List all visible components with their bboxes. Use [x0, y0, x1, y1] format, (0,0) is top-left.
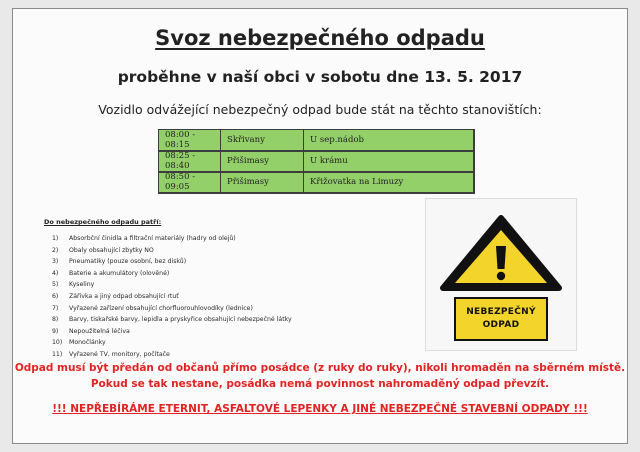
- schedule-row: [159, 151, 474, 172]
- schedule-time: 08:50 - 09:05: [159, 172, 221, 193]
- schedule-row: [159, 172, 474, 193]
- list-item: [52, 349, 292, 361]
- list-item-number: 1): [52, 235, 59, 242]
- schedule-village: Skřivany: [221, 130, 304, 151]
- schedule-time: 08:25 - 08:40: [159, 151, 221, 172]
- hazard-label-line2: ODPAD: [482, 320, 520, 330]
- list-item-text: Vyřazené TV, monitory, počítače: [69, 350, 170, 358]
- list-item-number: 7): [52, 304, 59, 312]
- schedule-location: Křižovatka na Limuzy: [304, 172, 474, 193]
- list-item: [52, 314, 292, 326]
- date-subtitle: proběhne v naší obci v sobotu dne 13. 5. 2017: [117, 68, 523, 86]
- list-item: [52, 233, 292, 245]
- list-item-text: Vyřazené zařízení obsahující chorfluorouhlovodíky (lednice): [69, 304, 253, 312]
- waste-list: [52, 233, 292, 361]
- list-item-text: Zářivka a jiný odpad obsahující rtuť: [69, 292, 179, 300]
- list-item-number: 9): [52, 327, 59, 335]
- list-item: [52, 245, 292, 257]
- list-item-number: 4): [52, 269, 59, 277]
- list-item: [52, 291, 292, 303]
- list-item-number: 2): [52, 246, 59, 254]
- schedule-time: 08:00 - 08:15: [159, 130, 221, 151]
- schedule-row: [159, 130, 474, 151]
- waste-list-heading: Do nebezpečného odpadu patří:: [44, 218, 162, 226]
- list-item-text: Barvy, tiskařské barvy, lepidla a pryskyřice obsahující nebezpečné látky: [69, 316, 292, 324]
- list-item-number: 11): [52, 350, 63, 358]
- list-item-number: 8): [52, 316, 59, 324]
- schedule-location: U sep.nádob: [304, 130, 474, 151]
- list-item-text: Absorbční činidla a filtrační materiály (hadry od olejů): [69, 235, 236, 242]
- list-item: [52, 303, 292, 315]
- list-item-number: 5): [52, 281, 59, 289]
- schedule-table: [158, 129, 474, 193]
- list-item: [52, 268, 292, 280]
- list-item-number: 10): [52, 339, 63, 347]
- page-title: Svoz nebezpečného odpadu: [155, 26, 485, 50]
- list-item-text: Baterie a akumulátory (olověné): [69, 269, 170, 277]
- schedule-location: U krámu: [304, 151, 474, 172]
- schedule-village: Přišimasy: [221, 151, 304, 172]
- hazard-label-line1: NEBEZPEČNÝ: [466, 307, 536, 317]
- list-item-number: 3): [52, 258, 59, 266]
- hazard-label: [454, 297, 548, 341]
- schedule-village: Přišimasy: [221, 172, 304, 193]
- intro-text: Vozidlo odvážející nebezpečný odpad bude stát na těchto stanovištích:: [98, 102, 542, 117]
- list-item-text: Nepoužitelná léčiva: [69, 327, 130, 335]
- refusal-notice: Pokud se tak nestane, posádka nemá povinnost nahromaděný odpad převzít.: [90, 378, 550, 390]
- list-item: [52, 337, 292, 349]
- list-item-text: Monočlánky: [69, 339, 106, 347]
- excluded-waste-notice: !!! NEPŘEBÍRÁME ETERNIT, ASFALTOVÉ LEPENKY A JINÉ NEBEZPEČNÉ STAVEBNÍ ODPADY !!!: [52, 403, 588, 415]
- list-item: [52, 326, 292, 338]
- list-item-text: Kyseliny: [69, 281, 95, 289]
- handover-notice: Odpad musí být předán od občanů přímo posádce (z ruky do ruky), nikoli hromaděn na sběrném místě.: [14, 362, 626, 374]
- list-item: [52, 279, 292, 291]
- list-item-text: Pneumatiky (pouze osobní, bez disků): [69, 258, 187, 266]
- list-item-text: Obaly obsahující zbytky NO: [69, 246, 154, 254]
- list-item-number: 6): [52, 292, 59, 300]
- list-item: [52, 256, 292, 268]
